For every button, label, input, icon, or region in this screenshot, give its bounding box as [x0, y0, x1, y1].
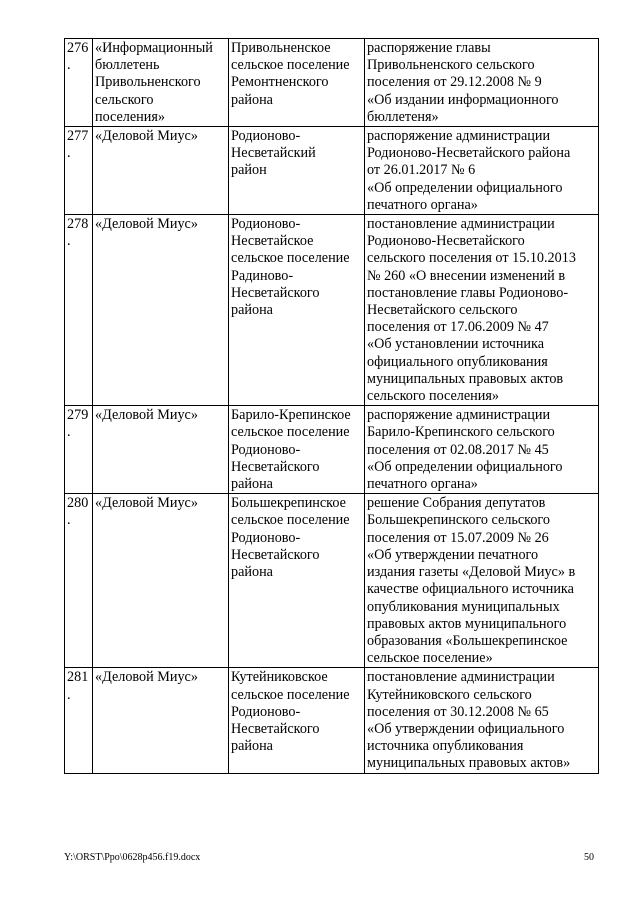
legal-act-line: «Об утверждении печатного	[367, 546, 539, 563]
territory-name-line: Родионово-	[231, 529, 301, 546]
territory-name-line: сельское поселение	[231, 686, 350, 703]
territory-name-line: Несветайского	[231, 720, 320, 737]
territory-name-line: района	[231, 564, 273, 581]
legal-act-line: муниципальных правовых актов	[367, 370, 564, 387]
row-number: 280.	[65, 494, 93, 668]
legal-act-line: поселения от 15.07.2009 № 26	[367, 529, 549, 546]
territory-name-line: Родионово-	[231, 128, 301, 145]
territory-name-line: Несветайское	[231, 233, 314, 250]
territory-name-line: сельское поселение	[231, 424, 350, 441]
legal-act	[365, 127, 599, 215]
footer-page-number: 50	[584, 852, 594, 863]
legal-act-line: постановление администрации	[367, 669, 555, 686]
legal-act-line: распоряжение главы	[367, 40, 491, 56]
row-number: 277.	[65, 127, 93, 215]
legal-act-line: «Об утверждении официального	[367, 720, 565, 737]
legal-act-line: решение Собрания депутатов	[367, 495, 546, 512]
publication-title-line: «Деловой Миус»	[95, 407, 198, 424]
publication-title-line: сельского	[95, 91, 154, 108]
publication-title-line: «Деловой Миус»	[95, 216, 198, 233]
publication-title	[93, 127, 229, 215]
footer-file-path: Y:\ORST\Ppo\0628p456.f19.docx	[64, 852, 201, 863]
legal-act	[365, 215, 599, 406]
territory-name-line: Родионово-	[231, 216, 301, 233]
legal-act-line: Кутейниковского сельского	[367, 686, 532, 703]
publication-title-line: «Деловой Миус»	[95, 669, 198, 686]
legal-act-line: источника опубликования	[367, 738, 524, 755]
legal-act-line: сельского поселения от 15.10.2013	[367, 250, 576, 267]
legal-act-line: официального опубликования	[367, 353, 548, 370]
territory-name-line: Ремонтненского	[231, 74, 329, 91]
legal-act-line: постановление администрации	[367, 216, 555, 233]
legal-act-line: постановление главы Родионово-	[367, 284, 569, 301]
legal-act-line: муниципальных правовых актов»	[367, 755, 571, 772]
legal-act-line: Родионово-Несветайского	[367, 233, 525, 250]
legal-act-line: Большекрепинского сельского	[367, 512, 550, 529]
territory-name-line: района	[231, 476, 273, 493]
legal-act	[365, 668, 599, 773]
publication-title	[93, 668, 229, 773]
territory-name-line: сельское поселение	[231, 512, 350, 529]
legal-act-line: бюллетеня»	[367, 108, 439, 125]
row-number: 279.	[65, 406, 93, 494]
territory-name-line: района	[231, 91, 273, 108]
territory-name	[229, 668, 365, 773]
legal-act-line: «Об установлении источника	[367, 336, 544, 353]
legal-act-line: правовых актов муниципального	[367, 615, 567, 632]
territory-name-line: Несветайского	[231, 284, 320, 301]
registry-body	[65, 39, 599, 774]
legal-act-line: Барило-Крепинского сельского	[367, 424, 555, 441]
legal-act-line: Несветайского сельского	[367, 302, 518, 319]
territory-name-line: сельское поселение	[231, 250, 350, 267]
row-number: 276.	[65, 39, 93, 127]
legal-act-line: сельское поселение»	[367, 650, 493, 667]
legal-act-line: издания газеты «Деловой Миус» в	[367, 564, 576, 581]
territory-name-line: Родионово-	[231, 441, 301, 458]
publication-title	[93, 406, 229, 494]
legal-act-line: Родионово-Несветайского района	[367, 145, 571, 162]
territory-name	[229, 215, 365, 406]
territory-name-line: Барило-Крепинское	[231, 407, 351, 424]
territory-name-line: Несветайского	[231, 458, 320, 475]
table-row	[65, 668, 599, 773]
territory-name-line: района	[231, 738, 273, 755]
legal-act-line: распоряжение администрации	[367, 407, 551, 424]
row-number: 278.	[65, 215, 93, 406]
publication-title-line: «Деловой Миус»	[95, 128, 198, 145]
legal-act	[365, 494, 599, 668]
publication-title-line: бюллетень	[95, 57, 160, 74]
table-row	[65, 127, 599, 215]
legal-act-line: распоряжение администрации	[367, 128, 551, 145]
legal-act-line: образования «Большекрепинское	[367, 632, 568, 649]
registry-table	[64, 38, 599, 774]
territory-name	[229, 127, 365, 215]
territory-name	[229, 39, 365, 127]
legal-act-line: поселения от 02.08.2017 № 45	[367, 441, 549, 458]
territory-name-line: Привольненское	[231, 40, 331, 56]
territory-name-line: Кутейниковское	[231, 669, 328, 686]
legal-act-line: Привольненского сельского	[367, 57, 535, 74]
territory-name-line: района	[231, 302, 273, 319]
publication-title	[93, 215, 229, 406]
legal-act-line: от 26.01.2017 № 6	[367, 162, 476, 179]
territory-name-line: Несветайского	[231, 546, 320, 563]
legal-act-line: сельского поселения»	[367, 388, 499, 405]
legal-act	[365, 39, 599, 127]
publication-title-line: «Деловой Миус»	[95, 495, 198, 512]
publication-title-line: «Информационный	[95, 40, 213, 56]
territory-name	[229, 406, 365, 494]
legal-act-line: «Об издании информационного	[367, 91, 559, 108]
legal-act-line: «Об определении официального	[367, 458, 563, 475]
legal-act-line: печатного органа»	[367, 476, 478, 493]
territory-name-line: Радиново-	[231, 267, 294, 284]
table-row	[65, 215, 599, 406]
territory-name-line: Большекрепинское	[231, 495, 346, 512]
territory-name	[229, 494, 365, 668]
legal-act-line: поселения от 30.12.2008 № 65	[367, 703, 549, 720]
table-row	[65, 406, 599, 494]
territory-name-line: район	[231, 162, 267, 179]
legal-act-line: поселения от 17.06.2009 № 47	[367, 319, 549, 336]
legal-act-line: № 260 «О внесении изменений в	[367, 267, 566, 284]
publication-title-line: поселения»	[95, 108, 165, 125]
table-row	[65, 39, 599, 127]
table-row	[65, 494, 599, 668]
publication-title	[93, 39, 229, 127]
publication-title-line: Привольненского	[95, 74, 201, 91]
row-number: 281.	[65, 668, 93, 773]
legal-act	[365, 406, 599, 494]
publication-title	[93, 494, 229, 668]
territory-name-line: сельское поселение	[231, 57, 350, 74]
legal-act-line: «Об определении официального	[367, 179, 563, 196]
territory-name-line: Несветайский	[231, 145, 316, 162]
legal-act-line: качестве официального источника	[367, 581, 574, 598]
legal-act-line: опубликования муниципальных	[367, 598, 560, 615]
legal-act-line: поселения от 29.12.2008 № 9	[367, 74, 542, 91]
territory-name-line: Родионово-	[231, 703, 301, 720]
legal-act-line: печатного органа»	[367, 196, 478, 213]
